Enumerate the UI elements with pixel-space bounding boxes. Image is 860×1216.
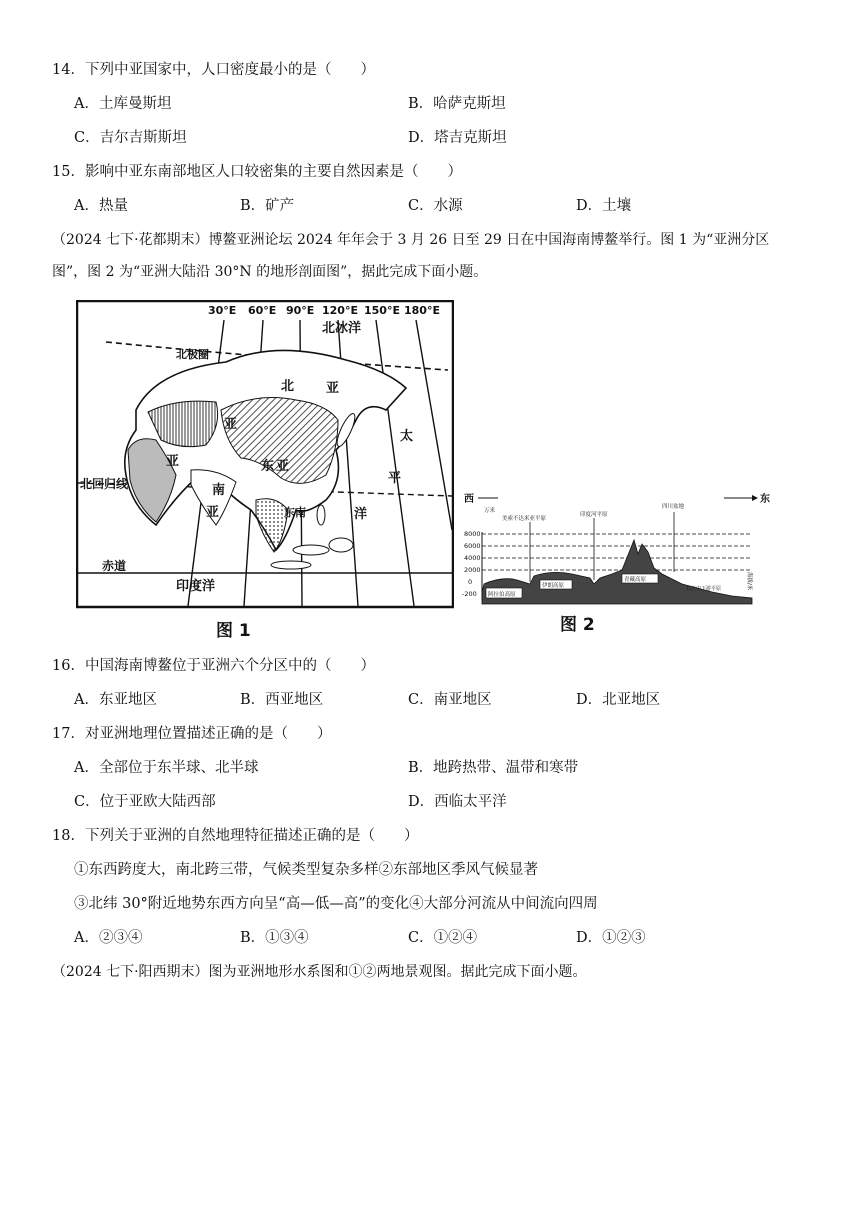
q14-option-a[interactable]: A．土库曼斯坦	[74, 96, 172, 112]
profile-west-label: 西	[464, 494, 474, 505]
lon-90e: 90°E	[286, 304, 315, 317]
question-18-stem: 18．下列关于亚洲的自然地理特征描述正确的是（ ）	[52, 828, 419, 844]
q15-option-c[interactable]: C．水源	[408, 198, 463, 214]
profile-label-yangtze: 长江中下游平原	[686, 586, 722, 592]
q16-option-b[interactable]: B．西亚地区	[240, 692, 324, 708]
label-north-asia: 亚	[326, 381, 340, 396]
q18-statement-2: ③北纬 30°附近地势东西方向呈“高—低—高”的变化④大部分河流从中间流向四周	[74, 896, 598, 912]
label-southeast-asia: 东南	[284, 506, 306, 519]
q16-option-a[interactable]: A．东亚地区	[74, 692, 157, 708]
label-pacific-tai: 太	[400, 429, 414, 444]
profile-tick-0: 0	[468, 578, 473, 586]
label-east-asia: 亚	[276, 459, 290, 474]
label-arctic-ocean: 北冰洋	[322, 321, 362, 336]
profile-30n-chart	[462, 492, 770, 608]
q14-option-d[interactable]: D．塔吉克斯坦	[408, 130, 507, 146]
label-arctic-circle: 北极圈	[176, 348, 209, 361]
intro-1-line-1: （2024 七下·花都期末）博鳌亚洲论坛 2024 年年会于 3 月 26 日至 29 日在中国海南博鳌举行。图 1 为“亚洲分区	[52, 232, 770, 248]
profile-tick-8000: 8000	[464, 530, 481, 538]
q16-option-d[interactable]: D．北亚地区	[576, 692, 661, 708]
label-pacific-yang: 洋	[354, 507, 368, 522]
label-equator: 赤道	[102, 559, 127, 573]
lon-180e: 180°E	[404, 304, 440, 317]
label-south-asia: 亚	[206, 505, 220, 520]
intro-1-line-2: 图”，图 2 为“亚洲大陆沿 30°N 的地形剖面图”，据此完成下面小题。	[52, 264, 488, 280]
lon-30e: 30°E	[208, 304, 237, 317]
lon-60e: 60°E	[248, 304, 277, 317]
profile-label-iran: 伊朗高原	[542, 583, 565, 589]
question-14-stem: 14．下列中亚国家中，人口密度最小的是（ ）	[52, 62, 375, 78]
label-east: 东	[261, 459, 275, 474]
profile-label-arabia: 阿拉伯高原	[488, 592, 516, 598]
question-16-stem: 16．中国海南博鳌位于亚洲六个分区中的（ ）	[52, 658, 375, 674]
profile-east-label: 东	[760, 494, 770, 505]
q18-option-d[interactable]: D．①②③	[576, 930, 646, 946]
profile-label-qinghai: 青藏高原	[624, 577, 647, 583]
q17-option-a[interactable]: A．全部位于东半球、北半球	[74, 760, 259, 776]
label-west-asia: 亚	[166, 454, 180, 469]
figure-2-caption: 图 2	[560, 615, 595, 635]
q18-option-a[interactable]: A．②③④	[74, 930, 143, 946]
intro-2: （2024 七下·阳西期末）图为亚洲地形水系图和①②两地景观图。据此完成下面小题。	[52, 964, 587, 980]
q18-statement-1: ①东西跨度大，南北跨三带，气候类型复杂多样②东部地区季风气候显著	[74, 862, 538, 878]
q15-option-b[interactable]: B．矿产	[240, 198, 295, 214]
q17-option-d[interactable]: D．西临太平洋	[408, 794, 507, 810]
q16-option-c[interactable]: C．南亚地区	[408, 692, 492, 708]
q14-option-c[interactable]: C．吉尔吉斯斯坦	[74, 130, 187, 146]
label-north: 北	[281, 379, 295, 394]
lon-120e: 120°E	[322, 304, 358, 317]
profile-label-sichuan: 四川盆地	[662, 504, 685, 510]
label-pacific-ping: 平	[388, 471, 402, 486]
label-indian-ocean: 印度洋	[176, 579, 216, 594]
q14-option-b[interactable]: B．哈萨克斯坦	[408, 96, 506, 112]
profile-tick-minus200: -200	[462, 590, 477, 598]
label-central-asia: 亚	[224, 417, 238, 432]
q15-option-a[interactable]: A．热量	[74, 198, 128, 214]
profile-tick-2000: 2000	[464, 566, 481, 574]
q17-option-c[interactable]: C．位于亚欧大陆西部	[74, 794, 216, 810]
asia-region-map	[76, 300, 454, 610]
q18-option-c[interactable]: C．①②④	[408, 930, 478, 946]
label-south: 南	[212, 483, 226, 498]
lon-150e: 150°E	[364, 304, 400, 317]
profile-tick-6000: 6000	[464, 542, 481, 550]
label-tropic-of-cancer: 北回归线	[80, 477, 129, 491]
profile-label-indus: 印度河平原	[580, 512, 608, 518]
question-15-stem: 15．影响中亚东南部地区人口较密集的主要自然因素是（ ）	[52, 164, 462, 180]
profile-tick-4000: 4000	[464, 554, 481, 562]
question-17-stem: 17．对亚洲地理位置描述正确的是（ ）	[52, 726, 332, 742]
profile-label-mesopotamia: 美索不达米亚平原	[502, 516, 547, 522]
q17-option-b[interactable]: B．地跨热带、温带和寒带	[408, 760, 579, 776]
profile-terrain	[482, 540, 752, 604]
q15-option-d[interactable]: D．土壤	[576, 198, 632, 214]
q18-option-b[interactable]: B．①③④	[240, 930, 309, 946]
profile-marker-mesopotamia-top: 万米	[484, 508, 496, 514]
figure-1-caption: 图 1	[216, 621, 251, 641]
profile-unit: 海拔/米	[746, 572, 752, 591]
